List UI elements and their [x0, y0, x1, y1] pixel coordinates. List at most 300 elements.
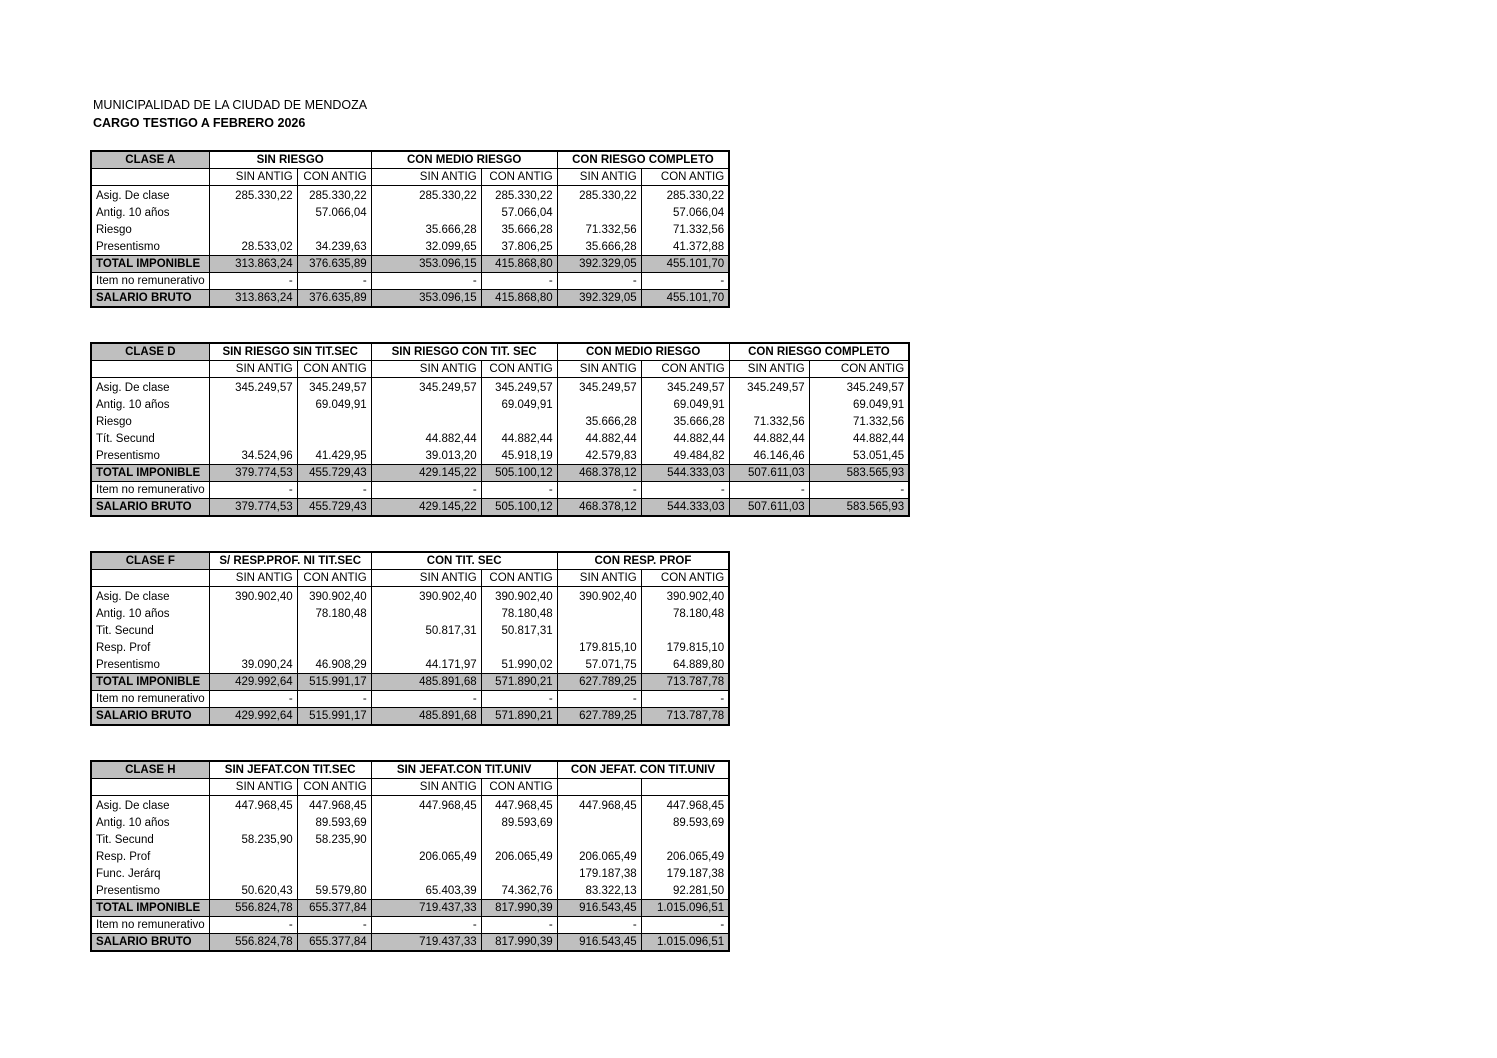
value-cell: 429.145,22	[371, 465, 481, 482]
value-cell	[297, 866, 371, 883]
row-label: Antig. 10 años	[91, 397, 209, 414]
value-cell: 179.187,38	[641, 866, 729, 883]
value-cell: 556.824,78	[209, 900, 297, 917]
value-cell: -	[641, 691, 729, 708]
salario-bruto-row	[91, 934, 729, 952]
value-cell: 50.620,43	[209, 883, 297, 900]
group-header: CON MEDIO RIESGO	[557, 343, 729, 361]
value-cell: 345.249,57	[209, 380, 297, 397]
item-row	[91, 397, 909, 414]
item-row	[91, 205, 729, 222]
value-cell: 507.611,03	[729, 465, 809, 482]
con-antig-header: CON ANTIG	[297, 169, 371, 186]
value-cell: 57.066,04	[297, 205, 371, 222]
group-header: SIN JEFAT.CON TIT.UNIV	[371, 761, 557, 779]
con-antig-header: CON ANTIG	[809, 361, 909, 378]
con-antig-header: CON ANTIG	[641, 570, 729, 587]
value-cell: 78.180,48	[641, 606, 729, 623]
sin-antig-header: SIN ANTIG	[371, 169, 481, 186]
value-cell: 41.429,95	[297, 448, 371, 465]
value-cell: -	[481, 482, 557, 499]
value-cell	[209, 640, 297, 657]
row-label: Resp. Prof	[91, 640, 209, 657]
group-header: SIN JEFAT.CON TIT.SEC	[209, 761, 371, 779]
item-row	[91, 815, 729, 832]
value-cell: 379.774,53	[209, 465, 297, 482]
value-cell: -	[729, 482, 809, 499]
value-cell: 447.968,45	[481, 798, 557, 815]
row-label: Item no remunerativo	[91, 482, 209, 499]
value-cell: 78.180,48	[297, 606, 371, 623]
value-cell	[371, 205, 481, 222]
row-label: Item no remunerativo	[91, 917, 209, 934]
group-header-row	[91, 552, 729, 570]
value-cell: 44.882,44	[371, 431, 481, 448]
value-cell	[371, 397, 481, 414]
con-antig-header: CON ANTIG	[297, 779, 371, 796]
value-cell	[297, 623, 371, 640]
value-cell: -	[641, 917, 729, 934]
value-cell	[297, 222, 371, 239]
item-row	[91, 657, 729, 674]
row-label: Presentismo	[91, 448, 209, 465]
value-cell: 44.882,44	[729, 431, 809, 448]
value-cell: 89.593,69	[297, 815, 371, 832]
organization-name: MUNICIPALIDAD DE LA CIUDAD DE MENDOZA	[93, 98, 368, 112]
value-cell: 655.377,84	[297, 934, 371, 952]
value-cell	[209, 397, 297, 414]
value-cell: 627.789,25	[557, 674, 641, 691]
value-cell: 92.281,50	[641, 883, 729, 900]
value-cell: 817.990,39	[481, 900, 557, 917]
value-cell: 46.146,46	[729, 448, 809, 465]
value-cell: 345.249,57	[729, 380, 809, 397]
row-label: TOTAL IMPONIBLE	[91, 900, 209, 917]
total-imponible-row	[91, 674, 729, 691]
value-cell: 455.101,70	[641, 290, 729, 308]
value-cell: 179.187,38	[557, 866, 641, 883]
value-cell: 544.333,03	[641, 499, 729, 517]
group-header-row	[91, 151, 729, 169]
group-header: CON MEDIO RIESGO	[371, 151, 557, 169]
value-cell: -	[557, 917, 641, 934]
value-cell: 44.882,44	[481, 431, 557, 448]
value-cell	[297, 849, 371, 866]
value-cell: 345.249,57	[481, 380, 557, 397]
value-cell: 1.015.096,51	[641, 934, 729, 952]
value-cell: 713.787,78	[641, 708, 729, 726]
value-cell	[371, 866, 481, 883]
value-cell: 447.968,45	[209, 798, 297, 815]
value-cell: 392.329,05	[557, 256, 641, 273]
row-label: Antig. 10 años	[91, 606, 209, 623]
value-cell: 313.863,24	[209, 290, 297, 308]
value-cell: -	[297, 482, 371, 499]
value-cell: 353.096,15	[371, 290, 481, 308]
value-cell: 571.890,21	[481, 674, 557, 691]
item-row	[91, 222, 729, 239]
value-cell: 35.666,28	[557, 414, 641, 431]
value-cell: 379.774,53	[209, 499, 297, 517]
value-cell: 69.049,91	[641, 397, 729, 414]
value-cell: 58.235,90	[209, 832, 297, 849]
value-cell: 447.968,45	[297, 798, 371, 815]
value-cell: 1.015.096,51	[641, 900, 729, 917]
value-cell: 583.565,93	[809, 499, 909, 517]
item-row	[91, 849, 729, 866]
group-header: CON RIESGO COMPLETO	[557, 151, 729, 169]
salary-table-clase-f	[90, 551, 730, 726]
row-label: TOTAL IMPONIBLE	[91, 465, 209, 482]
salary-table-clase-h	[90, 760, 730, 952]
value-cell: 390.902,40	[371, 589, 481, 606]
sin-antig-header: SIN ANTIG	[557, 361, 641, 378]
value-cell: 35.666,28	[557, 239, 641, 256]
value-cell: 719.437,33	[371, 900, 481, 917]
value-cell: 544.333,03	[641, 465, 729, 482]
value-cell: 71.332,56	[729, 414, 809, 431]
value-cell: -	[641, 482, 729, 499]
total-imponible-row	[91, 900, 729, 917]
sin-antig-header: SIN ANTIG	[371, 779, 481, 796]
value-cell: 285.330,22	[557, 188, 641, 205]
row-label: Tit. Secund	[91, 623, 209, 640]
row-label: Tit. Secund	[91, 832, 209, 849]
value-cell: 485.891,68	[371, 674, 481, 691]
con-antig-header: CON ANTIG	[641, 361, 729, 378]
salary-table-clase-d	[90, 342, 910, 517]
value-cell: 916.543,45	[557, 934, 641, 952]
value-cell: 447.968,45	[641, 798, 729, 815]
value-cell	[209, 431, 297, 448]
value-cell: 285.330,22	[209, 188, 297, 205]
value-cell: 69.049,91	[481, 397, 557, 414]
sub-header-blank	[91, 570, 209, 587]
total-imponible-row	[91, 465, 909, 482]
row-label: Riesgo	[91, 222, 209, 239]
value-cell: 345.249,57	[371, 380, 481, 397]
sin-antig-header: SIN ANTIG	[371, 361, 481, 378]
value-cell: 34.239,63	[297, 239, 371, 256]
value-cell: -	[209, 482, 297, 499]
row-label: Presentismo	[91, 657, 209, 674]
value-cell: 206.065,49	[641, 849, 729, 866]
value-cell	[371, 414, 481, 431]
value-cell: 64.889,80	[641, 657, 729, 674]
value-cell: 57.066,04	[641, 205, 729, 222]
value-cell	[209, 849, 297, 866]
value-cell: 505.100,12	[481, 465, 557, 482]
value-cell: 429.992,64	[209, 708, 297, 726]
con-antig-header: CON ANTIG	[481, 169, 557, 186]
row-label: Item no remunerativo	[91, 691, 209, 708]
value-cell: -	[481, 917, 557, 934]
value-cell: 89.593,69	[641, 815, 729, 832]
value-cell: 390.902,40	[641, 589, 729, 606]
value-cell: 515.991,17	[297, 708, 371, 726]
item-row	[91, 798, 729, 815]
con-antig-header: CON ANTIG	[481, 779, 557, 796]
value-cell	[557, 606, 641, 623]
con-antig-header: CON ANTIG	[481, 570, 557, 587]
value-cell: 655.377,84	[297, 900, 371, 917]
row-label: Presentismo	[91, 883, 209, 900]
value-cell: 44.882,44	[557, 431, 641, 448]
row-label: SALARIO BRUTO	[91, 499, 209, 517]
sub-header-row	[91, 570, 729, 587]
value-cell: 59.579,80	[297, 883, 371, 900]
row-label: Func. Jerárq	[91, 866, 209, 883]
group-header-row	[91, 343, 909, 361]
value-cell	[481, 866, 557, 883]
value-cell: -	[371, 917, 481, 934]
row-label: SALARIO BRUTO	[91, 290, 209, 308]
value-cell: 455.729,43	[297, 499, 371, 517]
value-cell: 468.378,12	[557, 499, 641, 517]
value-cell: 390.902,40	[557, 589, 641, 606]
con-antig-header: CON ANTIG	[297, 361, 371, 378]
value-cell: 345.249,57	[297, 380, 371, 397]
value-cell: 89.593,69	[481, 815, 557, 832]
value-cell: 713.787,78	[641, 674, 729, 691]
group-header: SIN RIESGO	[209, 151, 371, 169]
value-cell: -	[209, 917, 297, 934]
sub-header-blank	[91, 361, 209, 378]
value-cell: 44.882,44	[641, 431, 729, 448]
value-cell: 345.249,57	[557, 380, 641, 397]
value-cell: 71.332,56	[641, 222, 729, 239]
value-cell: 50.817,31	[481, 623, 557, 640]
item-row	[91, 606, 729, 623]
value-cell: -	[209, 691, 297, 708]
value-cell: 179.815,10	[557, 640, 641, 657]
value-cell: -	[209, 273, 297, 290]
value-cell: 39.090,24	[209, 657, 297, 674]
value-cell	[297, 414, 371, 431]
value-cell	[209, 222, 297, 239]
item-row	[91, 380, 909, 397]
value-cell: 71.332,56	[557, 222, 641, 239]
row-label: Presentismo	[91, 239, 209, 256]
value-cell	[557, 815, 641, 832]
value-cell: -	[557, 273, 641, 290]
con-antig-header: CON ANTIG	[297, 570, 371, 587]
value-cell: 57.066,04	[481, 205, 557, 222]
value-cell: -	[809, 482, 909, 499]
value-cell: 447.968,45	[371, 798, 481, 815]
value-cell: 817.990,39	[481, 934, 557, 952]
item-row	[91, 414, 909, 431]
sin-antig-header: SIN ANTIG	[209, 361, 297, 378]
value-cell	[297, 431, 371, 448]
value-cell	[481, 832, 557, 849]
value-cell: -	[481, 273, 557, 290]
value-cell	[641, 832, 729, 849]
value-cell: 44.882,44	[809, 431, 909, 448]
value-cell: 206.065,49	[557, 849, 641, 866]
group-header: CON JEFAT. CON TIT.UNIV	[557, 761, 729, 779]
value-cell: 285.330,22	[481, 188, 557, 205]
value-cell: 390.902,40	[209, 589, 297, 606]
value-cell: -	[297, 917, 371, 934]
value-cell	[371, 832, 481, 849]
value-cell: 35.666,28	[481, 222, 557, 239]
row-label: Resp. Prof	[91, 849, 209, 866]
row-label: TOTAL IMPONIBLE	[91, 256, 209, 273]
value-cell: 627.789,25	[557, 708, 641, 726]
sub-header-row	[91, 361, 909, 378]
value-cell	[481, 640, 557, 657]
value-cell: 345.249,57	[641, 380, 729, 397]
value-cell: 719.437,33	[371, 934, 481, 952]
row-label: Asig. De clase	[91, 380, 209, 397]
value-cell: 35.666,28	[641, 414, 729, 431]
item-row	[91, 188, 729, 205]
value-cell: 415.868,80	[481, 256, 557, 273]
value-cell	[641, 623, 729, 640]
row-label: Asig. De clase	[91, 188, 209, 205]
sub-header-row	[91, 779, 729, 796]
clase-label: CLASE D	[91, 343, 209, 361]
row-label: Antig. 10 años	[91, 205, 209, 222]
total-imponible-row	[91, 256, 729, 273]
salario-bruto-row	[91, 708, 729, 726]
value-cell: -	[297, 273, 371, 290]
value-cell: 32.099,65	[371, 239, 481, 256]
value-cell	[209, 606, 297, 623]
no-remunerativo-row	[91, 691, 729, 708]
value-cell: -	[557, 482, 641, 499]
con-antig-header	[641, 779, 729, 796]
sin-antig-header: SIN ANTIG	[209, 570, 297, 587]
clase-label: CLASE A	[91, 151, 209, 169]
value-cell: 376.635,89	[297, 290, 371, 308]
value-cell: 390.902,40	[481, 589, 557, 606]
con-antig-header: CON ANTIG	[641, 169, 729, 186]
value-cell: 37.806,25	[481, 239, 557, 256]
group-header: CON RIESGO COMPLETO	[729, 343, 909, 361]
salario-bruto-row	[91, 290, 729, 308]
value-cell: 35.666,28	[371, 222, 481, 239]
value-cell: -	[371, 691, 481, 708]
row-label: TOTAL IMPONIBLE	[91, 674, 209, 691]
row-label: Riesgo	[91, 414, 209, 431]
row-label: Antig. 10 años	[91, 815, 209, 832]
value-cell: 53.051,45	[809, 448, 909, 465]
item-row	[91, 623, 729, 640]
sin-antig-header: SIN ANTIG	[209, 169, 297, 186]
value-cell: 71.332,56	[809, 414, 909, 431]
value-cell: 285.330,22	[641, 188, 729, 205]
item-row	[91, 866, 729, 883]
value-cell: 74.362,76	[481, 883, 557, 900]
group-header-row	[91, 761, 729, 779]
value-cell	[371, 815, 481, 832]
row-label: SALARIO BRUTO	[91, 934, 209, 952]
value-cell	[209, 866, 297, 883]
group-header: SIN RIESGO CON TIT. SEC	[371, 343, 557, 361]
value-cell: 313.863,24	[209, 256, 297, 273]
value-cell: 376.635,89	[297, 256, 371, 273]
value-cell: 78.180,48	[481, 606, 557, 623]
value-cell: 49.484,82	[641, 448, 729, 465]
value-cell: 285.330,22	[297, 188, 371, 205]
value-cell	[371, 606, 481, 623]
value-cell: 65.403,39	[371, 883, 481, 900]
value-cell: -	[641, 273, 729, 290]
group-header: CON RESP. PROF	[557, 552, 729, 570]
value-cell: 392.329,05	[557, 290, 641, 308]
value-cell: 206.065,49	[481, 849, 557, 866]
sub-header-blank	[91, 779, 209, 796]
row-label: Asig. De clase	[91, 589, 209, 606]
document-title: CARGO TESTIGO A FEBRERO 2026	[93, 116, 306, 130]
item-row	[91, 431, 909, 448]
value-cell	[557, 205, 641, 222]
value-cell: 44.171,97	[371, 657, 481, 674]
value-cell: 28.533,02	[209, 239, 297, 256]
value-cell: 455.101,70	[641, 256, 729, 273]
value-cell	[557, 623, 641, 640]
value-cell: 41.372,88	[641, 239, 729, 256]
row-label: Asig. De clase	[91, 798, 209, 815]
value-cell: 50.817,31	[371, 623, 481, 640]
value-cell: 485.891,68	[371, 708, 481, 726]
value-cell	[297, 640, 371, 657]
value-cell: 51.990,02	[481, 657, 557, 674]
clase-label: CLASE F	[91, 552, 209, 570]
value-cell: 455.729,43	[297, 465, 371, 482]
value-cell: 916.543,45	[557, 900, 641, 917]
sin-antig-header: SIN ANTIG	[209, 779, 297, 796]
value-cell: 179.815,10	[641, 640, 729, 657]
sin-antig-header: SIN ANTIG	[729, 361, 809, 378]
value-cell: 583.565,93	[809, 465, 909, 482]
value-cell: 57.071,75	[557, 657, 641, 674]
value-cell: 571.890,21	[481, 708, 557, 726]
value-cell: 468.378,12	[557, 465, 641, 482]
value-cell: 505.100,12	[481, 499, 557, 517]
value-cell: 507.611,03	[729, 499, 809, 517]
value-cell: -	[371, 482, 481, 499]
value-cell: 83.322,13	[557, 883, 641, 900]
salary-table-clase-a	[90, 150, 730, 308]
con-antig-header: CON ANTIG	[481, 361, 557, 378]
item-row	[91, 589, 729, 606]
no-remunerativo-row	[91, 917, 729, 934]
row-label: Tít. Secund	[91, 431, 209, 448]
value-cell: 45.918,19	[481, 448, 557, 465]
clase-label: CLASE H	[91, 761, 209, 779]
group-header: S/ RESP.PROF. NI TIT.SEC	[209, 552, 371, 570]
value-cell: 285.330,22	[371, 188, 481, 205]
item-row	[91, 239, 729, 256]
value-cell: -	[481, 691, 557, 708]
value-cell	[209, 414, 297, 431]
value-cell: -	[371, 273, 481, 290]
value-cell: 515.991,17	[297, 674, 371, 691]
no-remunerativo-row	[91, 273, 729, 290]
value-cell: 353.096,15	[371, 256, 481, 273]
row-label: SALARIO BRUTO	[91, 708, 209, 726]
sin-antig-header	[557, 779, 641, 796]
salario-bruto-row	[91, 499, 909, 517]
sin-antig-header: SIN ANTIG	[371, 570, 481, 587]
value-cell: -	[557, 691, 641, 708]
value-cell	[209, 815, 297, 832]
value-cell: 69.049,91	[809, 397, 909, 414]
item-row	[91, 640, 729, 657]
